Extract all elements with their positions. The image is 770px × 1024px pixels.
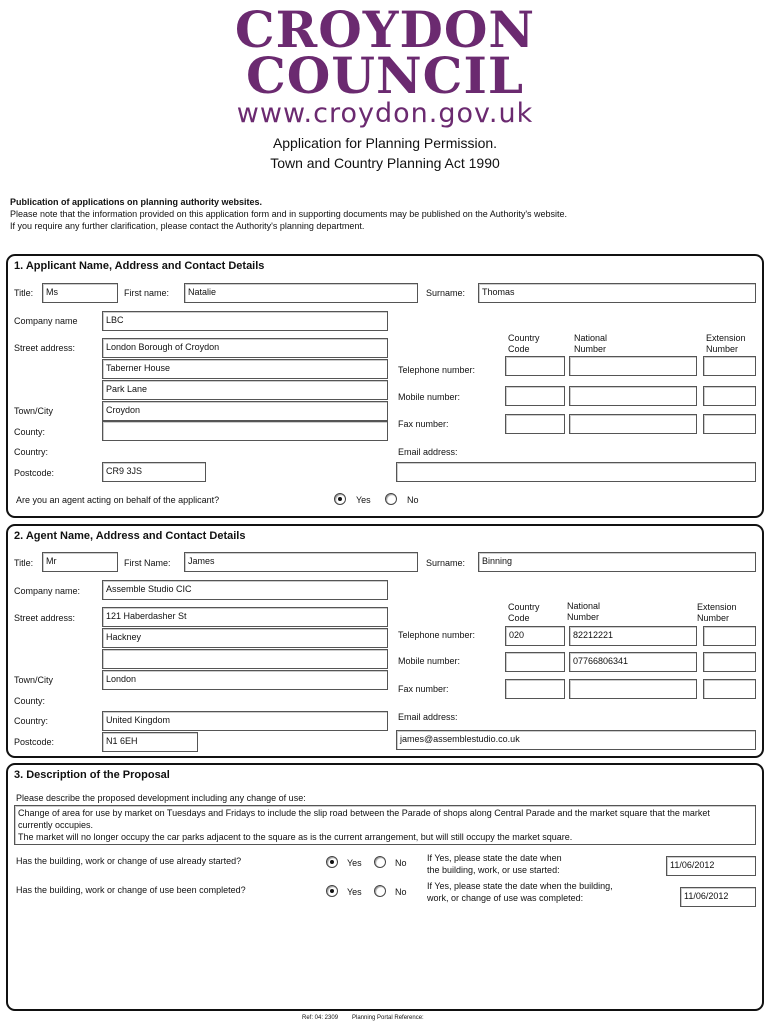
section-3-title: 3. Description of the Proposal <box>14 769 170 781</box>
applicant-fax-nn-field[interactable] <box>569 414 697 434</box>
agent-town-label: Town/City <box>14 675 54 685</box>
applicant-surname-field[interactable]: Thomas <box>478 283 756 303</box>
started-date-label-2: the building, work, or use started: <box>427 865 560 875</box>
agent-county-label: County: <box>14 696 46 706</box>
agent-country-code-header <box>508 602 546 624</box>
postcode-label: Postcode: <box>14 468 55 478</box>
agent-company-label: Company name: <box>14 586 81 596</box>
agent-yes-radio[interactable] <box>334 493 346 505</box>
agent-yes-label: Yes <box>356 495 371 505</box>
county-label: County: <box>14 427 46 437</box>
surname-label: Surname: <box>426 288 466 298</box>
agent-fax-label: Fax number: <box>398 684 449 694</box>
desc-line-2: currently occupies. <box>18 820 94 830</box>
agent-street-label: Street address: <box>14 613 76 623</box>
national-number-header-text: National Number <box>574 333 608 354</box>
applicant-mobile-nn-field[interactable] <box>569 386 697 406</box>
form-title-line1: Application for Planning Permission. <box>272 135 498 151</box>
national-number-header <box>574 333 618 355</box>
form-reference: Ref: 04: 2309 <box>302 1015 339 1021</box>
fax-label: Fax number: <box>398 419 449 429</box>
agent-fax-ext-field[interactable] <box>703 679 756 699</box>
email-label: Email address: <box>398 447 458 457</box>
completed-date-label-2: work, or change of use was completed: <box>427 893 584 903</box>
company-label: Company name <box>14 316 78 326</box>
council-logo-line2: COUNCIL <box>246 46 524 105</box>
agent-no-label: No <box>407 495 419 505</box>
completed-question: Has the building, work or change of use been completed? <box>16 885 246 895</box>
completed-no-label: No <box>395 887 407 897</box>
agent-postcode-field[interactable]: N1 6EH <box>102 732 198 752</box>
council-website: www.croydon.gov.uk <box>236 98 534 129</box>
extension-number-header-text: Extension Number <box>706 333 746 354</box>
agent-national-number-header-text: National Number <box>567 601 601 622</box>
applicant-mobile-ext-field[interactable] <box>703 386 756 406</box>
form-title-line2: Town and Country Planning Act 1990 <box>270 155 500 171</box>
started-date-label-1: If Yes, please state the date when <box>427 853 562 863</box>
publication-note: Please note that the information provided on this application form and in supporting documents may be published on the Authority's website. <box>10 209 568 219</box>
agent-country-field[interactable]: United Kingdom <box>102 711 388 731</box>
section-1-title: 1. Applicant Name, Address and Contact Details <box>14 260 265 272</box>
desc-line-3: The market will no longer occupy the car parks adjacent to the square as is the current arrangement, but will still occupy the market square. <box>18 832 573 842</box>
completed-date-label-1: If Yes, please state the date when the building, <box>427 881 613 891</box>
agent-country-code-header-text: Country Code <box>508 602 540 623</box>
first-name-label: First name: <box>124 288 170 298</box>
completed-yes-label: Yes <box>347 887 362 897</box>
agent-mobile-ext-field[interactable] <box>703 652 756 672</box>
title-label: Title: <box>14 288 34 298</box>
applicant-street-2-field[interactable]: Taberner House <box>102 359 388 379</box>
started-question: Has the building, work or change of use already started? <box>16 856 242 866</box>
agent-first-name-field[interactable]: James <box>184 552 418 572</box>
agent-no-radio[interactable] <box>385 493 397 505</box>
agent-extension-number-header-text: Extension Number <box>697 602 737 623</box>
agent-mobile-label: Mobile number: <box>398 656 461 666</box>
applicant-country-field[interactable] <box>102 442 388 446</box>
agent-email-field[interactable]: james@assemblestudio.co.uk <box>396 730 756 750</box>
agent-email-label: Email address: <box>398 712 458 722</box>
agent-first-name-label: First Name: <box>124 558 171 568</box>
applicant-postcode-field[interactable]: CR9 3JS <box>102 462 206 482</box>
mobile-label: Mobile number: <box>398 392 461 402</box>
agent-postcode-label: Postcode: <box>14 737 55 747</box>
applicant-tel-nn-field[interactable] <box>569 356 697 376</box>
agent-question: Are you an agent acting on behalf of the applicant? <box>16 495 220 505</box>
agent-fax-cc-field[interactable] <box>505 679 565 699</box>
agent-tel-cc-field[interactable]: 020 <box>505 626 565 646</box>
completed-no-radio[interactable] <box>374 885 386 897</box>
started-date-field[interactable]: 11/06/2012 <box>666 856 756 876</box>
applicant-street-1-field[interactable]: London Borough of Croydon <box>102 338 388 358</box>
publication-heading: Publication of applications on planning authority websites. <box>10 197 263 207</box>
applicant-tel-cc-field[interactable] <box>505 356 565 376</box>
completed-date-field[interactable]: 11/06/2012 <box>680 887 756 907</box>
applicant-fax-ext-field[interactable] <box>703 414 756 434</box>
agent-street-3-field[interactable] <box>102 649 388 669</box>
desc-line-1: Change of area for use by market on Tuesdays and Fridays to include the slip road between the Parade of shops along Central Parade and the market square that the market <box>18 808 710 818</box>
agent-national-number-header <box>567 601 611 623</box>
started-no-radio[interactable] <box>374 856 386 868</box>
agent-title-field[interactable]: Mr <box>42 552 118 572</box>
applicant-tel-ext-field[interactable] <box>703 356 756 376</box>
applicant-title-field[interactable]: Ms <box>42 283 118 303</box>
council-logo-line1: CROYDON <box>234 0 536 59</box>
agent-country-label: Country: <box>14 716 49 726</box>
agent-fax-nn-field[interactable] <box>569 679 697 699</box>
applicant-company-field[interactable]: LBC <box>102 311 388 331</box>
agent-tel-nn-field[interactable]: 82212221 <box>569 626 697 646</box>
agent-tel-ext-field[interactable] <box>703 626 756 646</box>
country-code-header <box>508 333 546 355</box>
street-label: Street address: <box>14 343 76 353</box>
applicant-town-field[interactable]: Croydon <box>102 401 388 421</box>
extension-number-header <box>706 333 754 355</box>
section-2-title: 2. Agent Name, Address and Contact Details <box>14 530 246 542</box>
applicant-county-field[interactable] <box>102 421 388 441</box>
telephone-label: Telephone number: <box>398 365 476 375</box>
applicant-first-name-field[interactable]: Natalie <box>184 283 418 303</box>
agent-mobile-cc-field[interactable] <box>505 652 565 672</box>
agent-extension-number-header <box>697 602 745 624</box>
agent-title-label: Title: <box>14 558 34 568</box>
agent-mobile-nn-field[interactable]: 07766806341 <box>569 652 697 672</box>
started-yes-radio[interactable] <box>326 856 338 868</box>
started-yes-label: Yes <box>347 858 362 868</box>
country-label: Country: <box>14 447 49 457</box>
planning-portal-reference: Planning Portal Reference: <box>352 1015 424 1021</box>
applicant-street-3-field[interactable]: Park Lane <box>102 380 388 400</box>
agent-county-field[interactable] <box>102 691 388 695</box>
completed-yes-radio[interactable] <box>326 885 338 897</box>
started-no-label: No <box>395 858 407 868</box>
applicant-email-field[interactable] <box>396 462 756 482</box>
agent-company-field[interactable]: Assemble Studio CIC <box>102 580 388 600</box>
agent-town-field[interactable]: London <box>102 670 388 690</box>
town-label: Town/City <box>14 406 54 416</box>
applicant-fax-cc-field[interactable] <box>505 414 565 434</box>
applicant-mobile-cc-field[interactable] <box>505 386 565 406</box>
country-code-header-text: Country Code <box>508 333 540 354</box>
agent-street-2-field[interactable]: Hackney <box>102 628 388 648</box>
agent-surname-label: Surname: <box>426 558 466 568</box>
publication-note-2: If you require any further clarification, please contact the Authority's planning department. <box>10 221 365 231</box>
agent-street-1-field[interactable]: 121 Haberdasher St <box>102 607 388 627</box>
agent-surname-field[interactable]: Binning <box>478 552 756 572</box>
describe-label: Please describe the proposed development including any change of use: <box>16 793 306 803</box>
proposal-description-field[interactable] <box>14 805 756 845</box>
agent-telephone-label: Telephone number: <box>398 630 476 640</box>
